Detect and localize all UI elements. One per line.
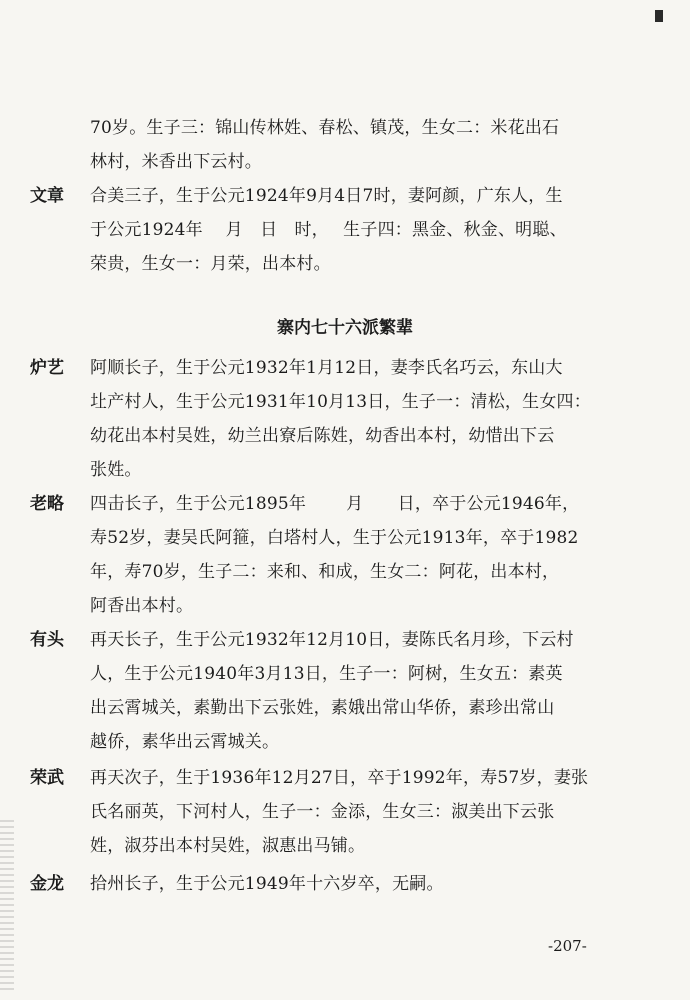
entry-name: 老略 <box>30 494 64 514</box>
entry-name: 炉艺 <box>30 358 64 378</box>
section-heading: 寨内七十六派繁辈 <box>277 318 413 338</box>
entry-line: 再天长子，生于公元1932年12月10日，妻陈氏名月珍，下云村 <box>90 630 574 650</box>
entry-line: 越侨，素华出云霄城关。 <box>90 732 280 752</box>
entry-line: 荣贵，生女一：月荣，出本村。 <box>90 254 331 274</box>
page-number: -207- <box>548 937 587 955</box>
entry-line: 拾州长子，生于公元1949年十六岁卒，无嗣。 <box>90 874 444 894</box>
entry-line: 姓，淑芬出本村吴姓，淑惠出马铺。 <box>90 836 366 856</box>
entry-name: 文章 <box>30 186 64 206</box>
entry-line: 再天次子，生于1936年12月27日，卒于1992年，寿57岁，妻张 <box>90 768 589 788</box>
entry-name: 金龙 <box>30 874 64 894</box>
entry-line: 70岁。生子三：锦山传林姓、春松、镇茂，生女二：米花出石 <box>90 118 560 138</box>
entry-name: 有头 <box>30 630 64 650</box>
entry-line: 四击长子，生于公元1895年 月 日，卒于公元1946年， <box>90 494 580 514</box>
entry-line: 圵产村人，生于公元1931年10月13日，生子一：清松，生女四： <box>90 392 591 412</box>
entry-line: 寿52岁，妻吴氏阿箍，白塔村人，生于公元1913年，卒于1982 <box>90 528 579 548</box>
entry-name: 荣武 <box>30 768 64 788</box>
entry-line: 人，生于公元1940年3月13日，生子一：阿树，生女五：素英 <box>90 664 563 684</box>
entry-line: 出云霄城关，素勤出下云张姓，素娥出常山华侨，素珍出常山 <box>90 698 555 718</box>
entry-line: 于公元1924年 月 日 时， 生子四：黑金、秋金、明聪、 <box>90 220 567 240</box>
scan-mark <box>655 10 663 22</box>
entry-line: 林村，米香出下云村。 <box>90 152 262 172</box>
entry-line: 合美三子，生于公元1924年9月4日7时，妻阿颜，广东人，生 <box>90 186 563 206</box>
entry-line: 阿香出本村。 <box>90 596 194 616</box>
entry-line: 张姓。 <box>90 460 142 480</box>
entry-line: 年，寿70岁，生子二：来和、和成，生女二：阿花，出本村， <box>90 562 560 582</box>
entry-line: 幼花出本村吴姓，幼兰出寮后陈姓，幼香出本村，幼惜出下云 <box>90 426 555 446</box>
entry-line: 氏名丽英，下河村人，生子一：金添，生女三：淑美出下云张 <box>90 802 555 822</box>
scan-edge-noise <box>0 820 14 990</box>
entry-line: 阿顺长子，生于公元1932年1月12日，妻李氏名巧云，东山大 <box>90 358 563 378</box>
